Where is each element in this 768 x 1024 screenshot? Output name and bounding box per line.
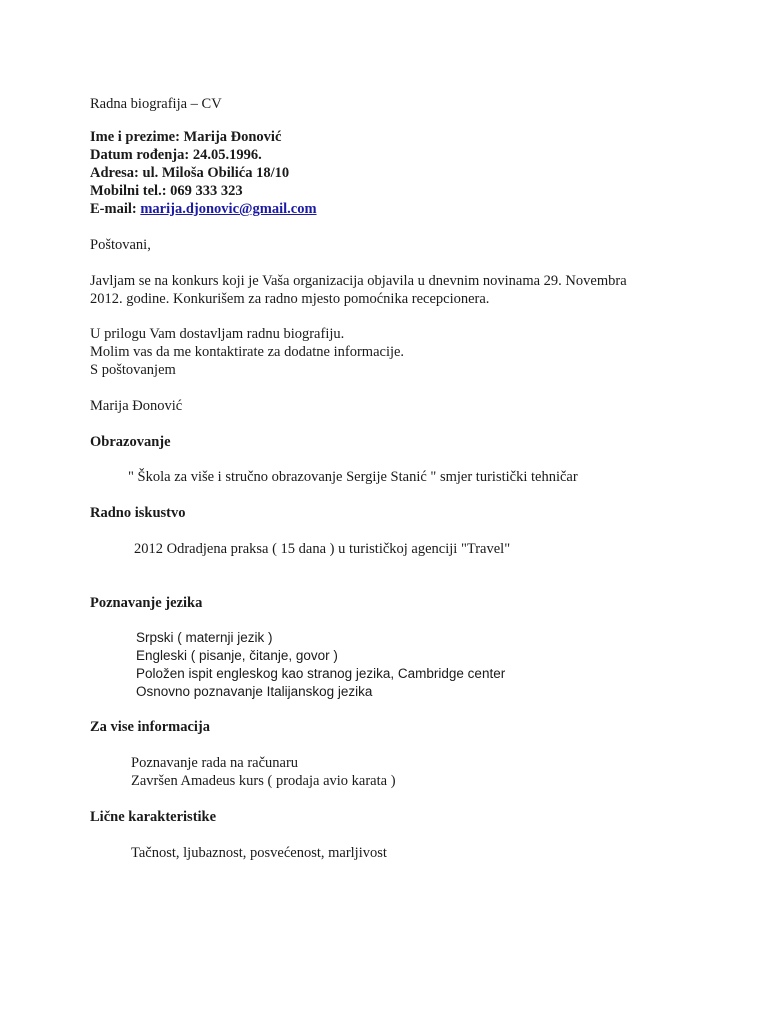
education-heading: Obrazovanje: [90, 434, 171, 450]
birth-line: [90, 146, 262, 164]
more-info-item: Poznavanje rada na računaru: [131, 755, 299, 771]
name-line: [90, 128, 281, 146]
address-line: [90, 164, 289, 182]
birth-label: Datum rođenja:: [90, 147, 190, 163]
paragraph-2-line-1: U prilogu Vam dostavljam radnu biografiju.: [90, 326, 345, 342]
document-title: Radna biografija – CV: [90, 96, 222, 112]
language-item: Srpski ( maternji jezik ): [136, 630, 273, 645]
phone-value: 069 333 323: [170, 183, 243, 199]
closing: S poštovanjem: [90, 362, 176, 378]
address-value: ul. Miloša Obilića 18/10: [142, 165, 290, 181]
experience-item: 2012 Odradjena praksa ( 15 dana ) u turističkoj agenciji "Travel": [134, 541, 511, 557]
more-info-heading: Za vise informacija: [90, 719, 211, 735]
paragraph-1-line-1: Javljam se na konkurs koji je Vaša organizacija objavila u dnevnim novinama 29. Novembra: [90, 273, 627, 289]
traits-heading: Lične karakteristike: [90, 809, 217, 825]
languages-heading: Poznavanje jezika: [90, 595, 203, 611]
name-label: Ime i prezime:: [90, 129, 180, 145]
greeting: Poštovani,: [90, 237, 151, 253]
education-item: " Škola za više i stručno obrazovanje Sergije Stanić " smjer turistički tehničar: [128, 469, 578, 485]
email-line: [90, 200, 317, 218]
traits-item: Tačnost, ljubaznost, posvećenost, marljivost: [131, 845, 387, 861]
language-item: Položen ispit engleskog kao stranog jezika, Cambridge center: [136, 666, 506, 681]
language-item: Engleski ( pisanje, čitanje, govor ): [136, 648, 338, 663]
signature: Marija Đonović: [90, 398, 183, 414]
paragraph-2-line-2: Molim vas da me kontaktirate za dodatne informacije.: [90, 344, 405, 360]
birth-value: 24.05.1996.: [192, 147, 262, 163]
phone-label: Mobilni tel.:: [90, 183, 167, 199]
name-value: Marija Đonović: [183, 129, 282, 145]
email-link[interactable]: marija.djonovic@gmail.com: [140, 201, 317, 217]
language-item: Osnovno poznavanje Italijanskog jezika: [136, 684, 373, 699]
email-label: E-mail:: [90, 201, 137, 217]
experience-heading: Radno iskustvo: [90, 505, 186, 521]
paragraph-1-line-2: 2012. godine. Konkurišem za radno mjesto pomoćnika recepcionera.: [90, 291, 490, 307]
more-info-item: Završen Amadeus kurs ( prodaja avio karata ): [131, 773, 396, 789]
address-label: Adresa:: [90, 165, 139, 181]
phone-line: [90, 182, 243, 200]
